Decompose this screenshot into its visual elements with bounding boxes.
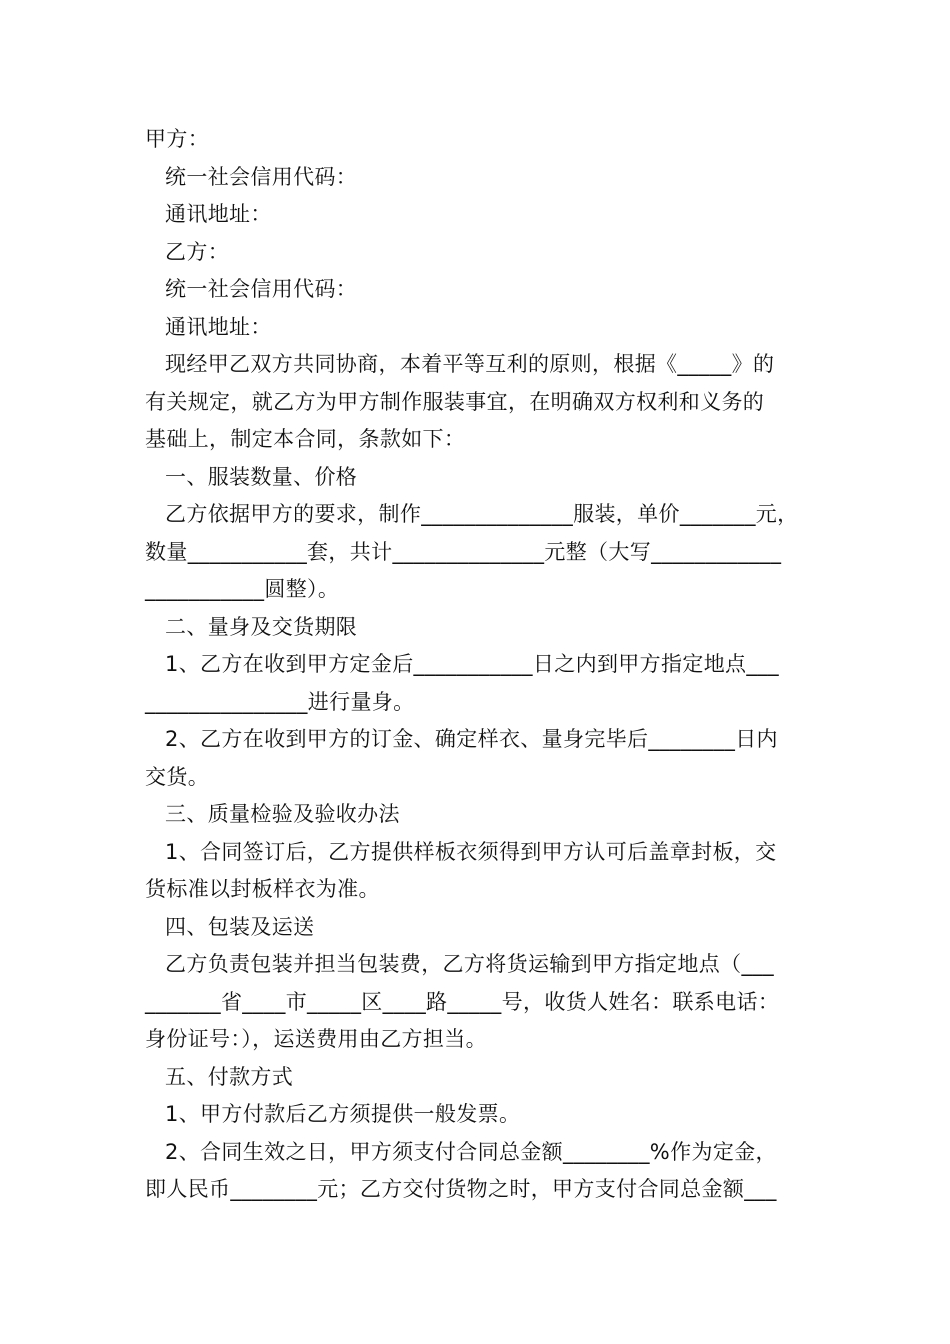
contract-line: 2、合同生效之日，甲方须支付合同总金额________%作为定金，	[165, 1139, 777, 1164]
contract-line: ___________圆整）。	[145, 577, 340, 601]
contract-line: 统一社会信用代码：	[165, 277, 358, 301]
contract-line: 三、质量检验及验收办法	[165, 802, 400, 826]
contract-line: 身份证号：），运送费用由乙方担当。	[145, 1027, 487, 1051]
contract-line: 1、甲方付款后乙方须提供一般发票。	[165, 1102, 521, 1126]
contract-line: 数量___________套，共计______________元整（大写____________	[145, 539, 782, 564]
contract-line: 即人民币________元；乙方交付货物之时，甲方支付合同总金额___	[145, 1177, 777, 1201]
contract-line: 乙方负责包装并担当包装费，乙方将货运输到甲方指定地点（___	[165, 952, 774, 976]
contract-line: 乙方：	[165, 239, 230, 264]
contract-body	[145, 121, 815, 1209]
contract-line: 四、包装及运送	[165, 914, 315, 939]
contract-line: 基础上，制定本合同，条款如下：	[145, 427, 466, 451]
contract-line: 交货。	[145, 764, 210, 789]
contract-line: 甲方：	[145, 127, 210, 151]
contract-line: 有关规定，就乙方为甲方制作服装事宜，在明确双方权利和义务的	[145, 389, 765, 414]
contract-line: 2、乙方在收到甲方的订金、确定样衣、量身完毕后________日内	[165, 727, 778, 751]
contract-line: 统一社会信用代码：	[165, 164, 358, 189]
contract-line: 五、付款方式	[165, 1064, 294, 1089]
contract-line: 通讯地址：	[165, 202, 272, 226]
contract-line: 1、合同签订后，乙方提供样板衣须得到甲方认可后盖章封板，交	[165, 839, 777, 864]
contract-line: 1、乙方在收到甲方定金后___________日之内到甲方指定地点___	[165, 652, 779, 676]
contract-line: 一、服装数量、价格	[165, 464, 358, 489]
contract-line: 现经甲乙双方共同协商，本着平等互利的原则，根据《_____》的	[165, 352, 775, 376]
contract-line: 货标准以封板样衣为准。	[145, 877, 380, 901]
contract-line: 二、量身及交货期限	[165, 614, 358, 639]
contract-line: 乙方依据甲方的要求，制作______________服装，单价_______元，	[165, 502, 799, 526]
contract-line: 通讯地址：	[165, 314, 272, 339]
contract-line: _______________进行量身。	[145, 689, 415, 714]
contract-line: _______省____市_____区____路_____号，收货人姓名：联系电话：	[145, 989, 780, 1014]
